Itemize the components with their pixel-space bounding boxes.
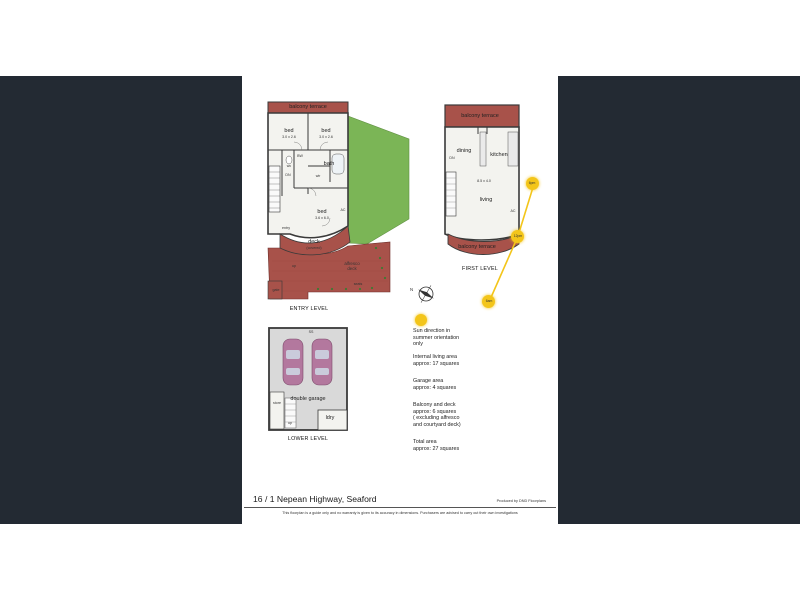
entry-balcony-label: balcony terrace: [289, 104, 327, 110]
ldry-label: ldry: [325, 415, 335, 421]
entry-level-title: ENTRY LEVEL: [289, 306, 329, 312]
entry-bed1-dim: 3.0 x 2.6: [282, 135, 296, 139]
first-balcony-top-label: balcony terrace: [461, 113, 499, 119]
store-room: [270, 392, 284, 429]
entry-seats-label: seats: [353, 282, 363, 286]
area-garage: Garage area approx: 4 squares: [413, 378, 457, 391]
entry-entry-label: entry: [282, 226, 290, 230]
first-living-label: living: [479, 197, 493, 203]
floorplan-viewer: [0, 76, 800, 524]
sun-legend-icon: [415, 314, 427, 326]
footer-divider: [244, 507, 556, 508]
entry-bed3-dim: 3.6 x 6.0: [315, 216, 329, 220]
entry-bw-label: BW: [297, 154, 303, 158]
entry-bed1-label: bed: [284, 128, 294, 134]
entry-bed2-dim: 3.0 x 2.6: [319, 135, 333, 139]
sun-6am-label: 6am: [485, 299, 493, 303]
first-dining-label: dining: [456, 148, 472, 154]
entry-ac-label: AC: [340, 208, 346, 212]
entry-deck-note: (covered): [306, 246, 322, 250]
sun-6pm-label: 6pm: [528, 181, 536, 185]
lower-up-label: up: [288, 421, 292, 425]
area-total: Total area approx: 27 squares: [413, 439, 460, 452]
entry-bed2-label: bed: [321, 128, 331, 134]
producer-credit: Produced by DND Floorplans: [496, 499, 546, 503]
entry-gate-label: gate: [272, 288, 280, 292]
entry-wir-label: wir: [315, 174, 321, 178]
entry-bed3-label: bed: [317, 209, 327, 215]
lower-level-title: LOWER LEVEL: [287, 436, 329, 442]
entry-alfresco-label: alfresco deck: [344, 261, 360, 271]
sun-12pm-label: 12pm: [513, 234, 523, 238]
garage-label: double garage: [290, 396, 326, 402]
first-level-title: FIRST LEVEL: [462, 266, 498, 272]
first-kitchen-label: kitchen: [490, 152, 508, 158]
lower-ss-label: SS: [308, 330, 314, 334]
car-left-icon: [283, 339, 303, 385]
first-ac-label: AC: [510, 209, 516, 213]
first-dn-label: DN: [449, 156, 455, 160]
first-balcony-bottom-label: balcony terrace: [458, 244, 496, 250]
compass-n-label: N: [410, 287, 414, 292]
floorplan-sheet: [242, 76, 558, 524]
lower-level-plan: [242, 76, 558, 524]
car-right-icon: [312, 339, 332, 385]
area-balcony-deck: Balcony and deck approx: 6 squares ( excluding alfresco and courtyard deck): [413, 402, 461, 428]
first-living-dim: 8.5 x 4.0: [477, 179, 491, 183]
entry-wc-label: wc: [286, 164, 292, 168]
store-label: store: [273, 401, 281, 405]
area-internal: Internal living area approx: 17 squares: [413, 354, 460, 367]
disclaimer-text: This floorplan is a guide only and no warranty is given to its accuracy in dimensions. Purchasers are advised to carry out their own investigations: [282, 511, 518, 515]
sun-note: Sun direction in summer orientation only: [413, 328, 460, 348]
entry-dn-label: DN: [285, 173, 291, 177]
entry-deck-label: deck: [308, 239, 320, 245]
entry-bath-label: bath: [323, 161, 335, 167]
property-address: 16 / 1 Nepean Highway, Seaford: [253, 494, 377, 504]
entry-up-label: up: [292, 264, 296, 268]
